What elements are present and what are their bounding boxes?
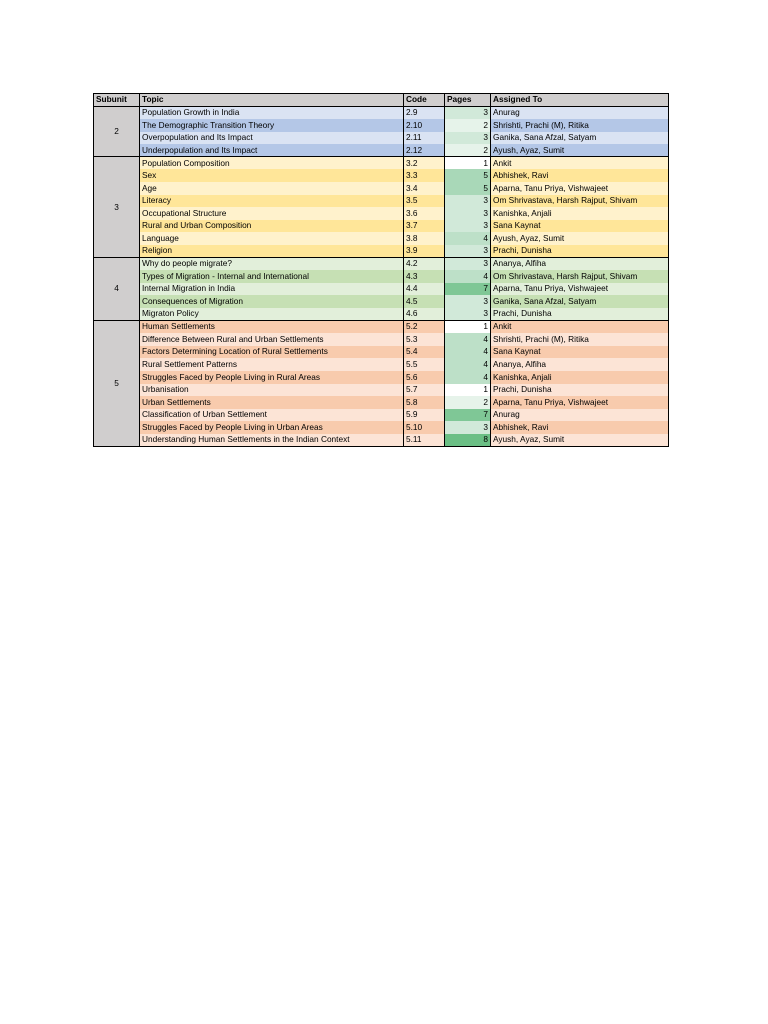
topic-cell: Human Settlements [140, 321, 404, 334]
topic-cell: Why do people migrate? [140, 258, 404, 271]
assigned-to-cell: Shrishti, Prachi (M), Ritika [491, 333, 669, 346]
assigned-to-cell: Prachi, Dunisha [491, 245, 669, 258]
table-row [94, 396, 669, 409]
pages-cell: 5 [445, 182, 491, 195]
pages-cell: 4 [445, 232, 491, 245]
assigned-to-cell: Sana Kaynat [491, 346, 669, 359]
code-cell: 3.5 [404, 195, 445, 208]
pages-cell: 1 [445, 157, 491, 170]
table-row [94, 258, 669, 271]
pages-cell: 3 [445, 132, 491, 145]
pages-cell: 2 [445, 119, 491, 132]
pages-cell: 7 [445, 409, 491, 422]
code-cell: 3.2 [404, 157, 445, 170]
assigned-to-cell: Ganika, Sana Afzal, Satyam [491, 132, 669, 145]
header-assigned-to: Assigned To [491, 94, 669, 107]
subunit-cell: 3 [94, 157, 140, 258]
table-row [94, 132, 669, 145]
topic-cell: Urban Settlements [140, 396, 404, 409]
topic-cell: Types of Migration - Internal and International [140, 270, 404, 283]
pages-cell: 3 [445, 258, 491, 271]
topic-cell: Language [140, 232, 404, 245]
topic-cell: Age [140, 182, 404, 195]
code-cell: 4.5 [404, 295, 445, 308]
table-row [94, 409, 669, 422]
assigned-to-cell: Abhishek, Ravi [491, 421, 669, 434]
pages-cell: 3 [445, 421, 491, 434]
topic-cell: Understanding Human Settlements in the Indian Context [140, 434, 404, 447]
code-cell: 5.3 [404, 333, 445, 346]
assigned-to-cell: Kanishka, Anjali [491, 371, 669, 384]
header-topic: Topic [140, 94, 404, 107]
table-row [94, 321, 669, 334]
pages-cell: 3 [445, 245, 491, 258]
pages-cell: 4 [445, 371, 491, 384]
pages-cell: 3 [445, 308, 491, 321]
table-row [94, 195, 669, 208]
table-row [94, 346, 669, 359]
table-row [94, 245, 669, 258]
code-cell: 5.5 [404, 358, 445, 371]
table-row [94, 220, 669, 233]
code-cell: 2.11 [404, 132, 445, 145]
code-cell: 3.7 [404, 220, 445, 233]
assigned-to-cell: Ananya, Alfiha [491, 358, 669, 371]
table-row [94, 295, 669, 308]
assigned-to-cell: Ankit [491, 157, 669, 170]
table-row [94, 157, 669, 170]
topic-cell: Factors Determining Location of Rural Settlements [140, 346, 404, 359]
topic-cell: Urbanisation [140, 384, 404, 397]
header-row [94, 94, 669, 107]
pages-cell: 8 [445, 434, 491, 447]
code-cell: 3.6 [404, 207, 445, 220]
topic-cell: Sex [140, 169, 404, 182]
topic-cell: Classification of Urban Settlement [140, 409, 404, 422]
subunit-cell: 5 [94, 321, 140, 447]
code-cell: 5.11 [404, 434, 445, 447]
pages-cell: 5 [445, 169, 491, 182]
topic-cell: Underpopulation and Its Impact [140, 144, 404, 157]
header-subunit: Subunit [94, 94, 140, 107]
pages-cell: 4 [445, 346, 491, 359]
table-row [94, 283, 669, 296]
table-row [94, 144, 669, 157]
header-code: Code [404, 94, 445, 107]
code-cell: 4.2 [404, 258, 445, 271]
assigned-to-cell: Kanishka, Anjali [491, 207, 669, 220]
assigned-to-cell: Om Shrivastava, Harsh Rajput, Shivam [491, 195, 669, 208]
pages-cell: 1 [445, 321, 491, 334]
topic-cell: Struggles Faced by People Living in Urban Areas [140, 421, 404, 434]
table-row [94, 119, 669, 132]
table-row [94, 384, 669, 397]
table-row [94, 421, 669, 434]
table-row [94, 434, 669, 447]
table-row [94, 270, 669, 283]
code-cell: 5.4 [404, 346, 445, 359]
table-row [94, 333, 669, 346]
code-cell: 3.4 [404, 182, 445, 195]
code-cell: 4.4 [404, 283, 445, 296]
table-row [94, 107, 669, 120]
pages-cell: 4 [445, 358, 491, 371]
pages-cell: 4 [445, 270, 491, 283]
pages-cell: 2 [445, 144, 491, 157]
code-cell: 5.9 [404, 409, 445, 422]
table-row [94, 182, 669, 195]
assigned-to-cell: Abhishek, Ravi [491, 169, 669, 182]
code-cell: 2.10 [404, 119, 445, 132]
assigned-to-cell: Ayush, Ayaz, Sumit [491, 434, 669, 447]
code-cell: 5.8 [404, 396, 445, 409]
topic-cell: Difference Between Rural and Urban Settlements [140, 333, 404, 346]
assigned-to-cell: Ankit [491, 321, 669, 334]
pages-cell: 3 [445, 195, 491, 208]
assigned-to-cell: Shrishti, Prachi (M), Ritika [491, 119, 669, 132]
subunit-cell: 2 [94, 107, 140, 157]
code-cell: 5.7 [404, 384, 445, 397]
subunit-cell: 4 [94, 258, 140, 321]
pages-cell: 3 [445, 207, 491, 220]
topic-cell: Occupational Structure [140, 207, 404, 220]
assigned-to-cell: Prachi, Dunisha [491, 384, 669, 397]
assigned-to-cell: Ayush, Ayaz, Sumit [491, 232, 669, 245]
code-cell: 3.8 [404, 232, 445, 245]
topic-cell: Consequences of Migration [140, 295, 404, 308]
table-row [94, 232, 669, 245]
topic-cell: Rural and Urban Composition [140, 220, 404, 233]
assigned-to-cell: Anurag [491, 409, 669, 422]
assigned-to-cell: Om Shrivastava, Harsh Rajput, Shivam [491, 270, 669, 283]
pages-cell: 2 [445, 396, 491, 409]
code-cell: 2.12 [404, 144, 445, 157]
pages-cell: 4 [445, 333, 491, 346]
topic-cell: The Demographic Transition Theory [140, 119, 404, 132]
assigned-to-cell: Aparna, Tanu Priya, Vishwajeet [491, 182, 669, 195]
table-row [94, 358, 669, 371]
assigned-to-cell: Aparna, Tanu Priya, Vishwajeet [491, 283, 669, 296]
code-cell: 4.3 [404, 270, 445, 283]
table-row [94, 371, 669, 384]
topic-cell: Internal Migration in India [140, 283, 404, 296]
pages-cell: 3 [445, 220, 491, 233]
assigned-to-cell: Anurag [491, 107, 669, 120]
topic-cell: Rural Settlement Patterns [140, 358, 404, 371]
topic-cell: Population Composition [140, 157, 404, 170]
table-row [94, 308, 669, 321]
assigned-to-cell: Prachi, Dunisha [491, 308, 669, 321]
pages-cell: 1 [445, 384, 491, 397]
code-cell: 5.2 [404, 321, 445, 334]
pages-cell: 3 [445, 295, 491, 308]
table-row [94, 207, 669, 220]
code-cell: 3.9 [404, 245, 445, 258]
assignment-table [93, 93, 669, 447]
code-cell: 4.6 [404, 308, 445, 321]
assigned-to-cell: Ayush, Ayaz, Sumit [491, 144, 669, 157]
code-cell: 2.9 [404, 107, 445, 120]
topic-cell: Population Growth in India [140, 107, 404, 120]
assigned-to-cell: Aparna, Tanu Priya, Vishwajeet [491, 396, 669, 409]
assigned-to-cell: Ganika, Sana Afzal, Satyam [491, 295, 669, 308]
assigned-to-cell: Ananya, Alfiha [491, 258, 669, 271]
assigned-to-cell: Sana Kaynat [491, 220, 669, 233]
topic-cell: Migraton Policy [140, 308, 404, 321]
header-pages: Pages [445, 94, 491, 107]
table-row [94, 169, 669, 182]
table-body [94, 107, 669, 447]
pages-cell: 3 [445, 107, 491, 120]
code-cell: 5.10 [404, 421, 445, 434]
pages-cell: 7 [445, 283, 491, 296]
topic-cell: Literacy [140, 195, 404, 208]
code-cell: 3.3 [404, 169, 445, 182]
code-cell: 5.6 [404, 371, 445, 384]
topic-cell: Overpopulation and Its Impact [140, 132, 404, 145]
topic-cell: Religion [140, 245, 404, 258]
topic-cell: Struggles Faced by People Living in Rural Areas [140, 371, 404, 384]
